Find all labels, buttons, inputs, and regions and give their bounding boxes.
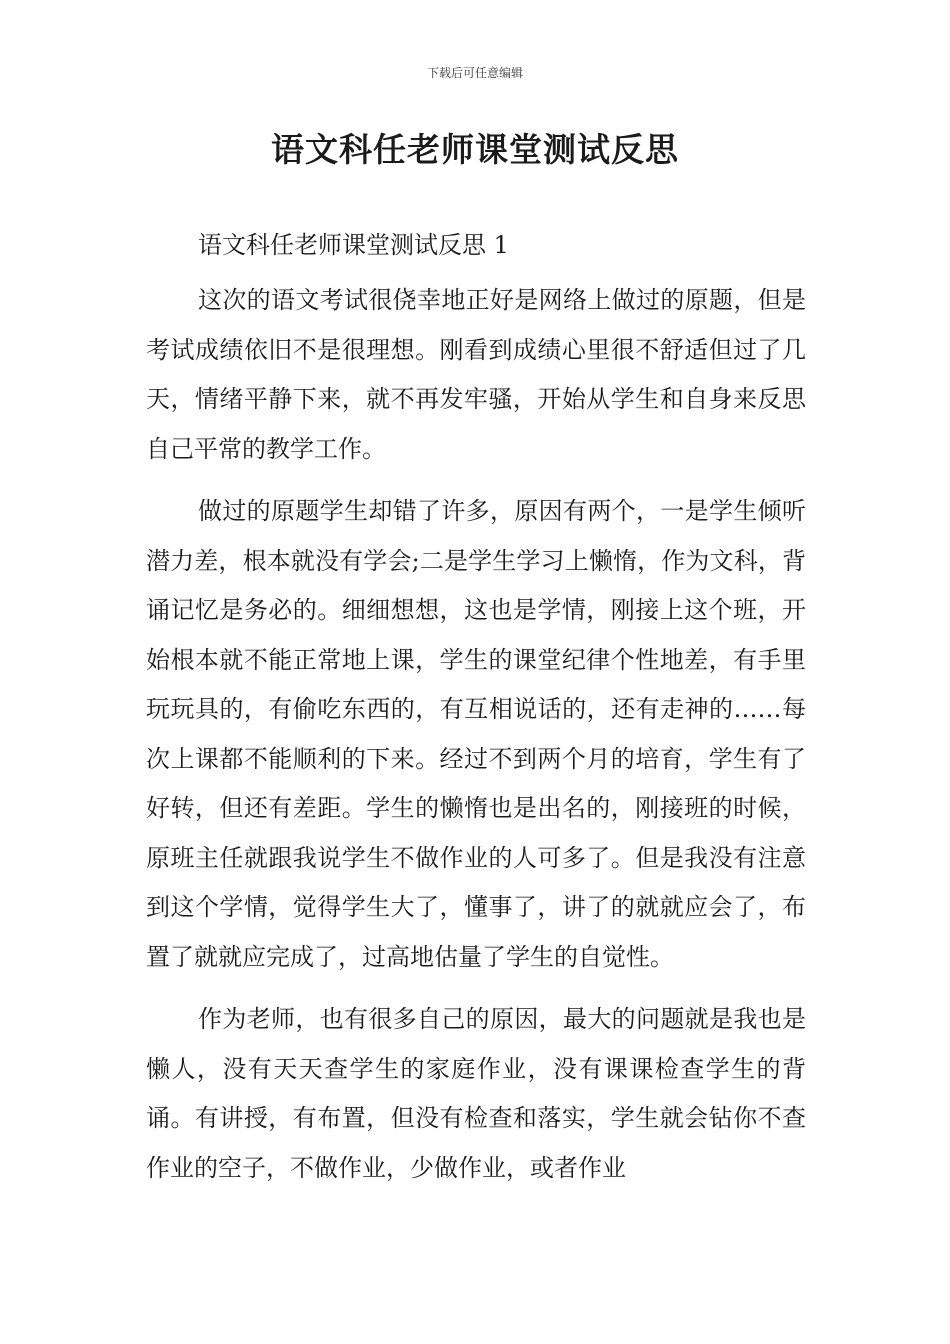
document-body xyxy=(146,227,806,1206)
header-note: 下载后可任意编辑 xyxy=(426,66,523,80)
document-title: 语文科任老师课堂测试反思 xyxy=(271,130,679,169)
section-heading: 语文科任老师课堂测试反思 1 xyxy=(198,231,509,259)
paragraph: 作为老师，也有很多自己的原因，最大的问题就是我也是懒人，没有天天查学生的家庭作业，没有课课检查学生的背诵。有讲授，有布置，但没有检查和落实，学生就会钻你不查作业的空子，不做作业，少做作业，或者作业 xyxy=(146,1005,806,1182)
paragraph: 这次的语文考试很侥幸地正好是网络上做过的原题，但是考试成绩依旧不是很理想。刚看到成绩心里很不舒适但过了几天，情绪平静下来，就不再发牢骚，开始从学生和自身来反思自己平常的教学工作。 xyxy=(146,286,806,463)
paragraph: 做过的原题学生却错了许多，原因有两个，一是学生倾听潜力差，根本就没有学会;二是学生学习上懒惰，作为文科，背诵记忆是务必的。细细想想，这也是学情，刚接上这个班，开始根本就不能正常地上课，学生的课堂纪律个性地差，有手里玩玩具的，有偷吃东西的，有互相说话的，还有走神的……每次上课都不能顺利的下来。经过不到两个月的培育，学生有了好转，但还有差距。学生的懒惰也是出名的，刚接班的时候，原班主任就跟我说学生不做作业的人可多了。但是我没有注意到这个学情，觉得学生大了，懂事了，讲了的就就应会了，布置了就就应完成了，过高地估量了学生的自觉性。 xyxy=(146,497,806,971)
